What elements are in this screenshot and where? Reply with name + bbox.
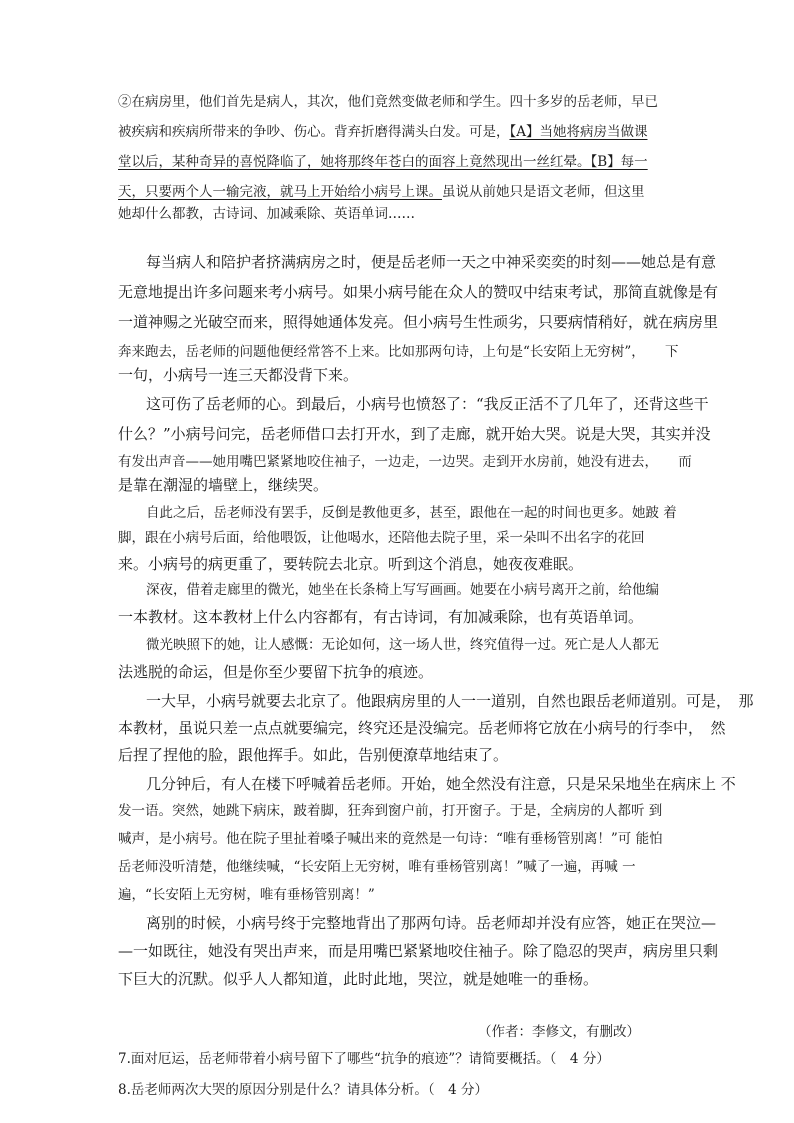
p1-line-5 — [118, 203, 415, 225]
question-8: 8.岳老师两次大哭的原因分别是什么？请具体分析。（ 4 分） — [118, 1082, 489, 1098]
text-segment: ②在病房里，他们首先是病人，其次，他们竟然变做老师和学生。四十多岁的岳老师，早已 — [118, 94, 658, 110]
p3-line-4: 是靠在潮湿的墙壁上，继续哭。 — [118, 476, 329, 494]
p1-line-3 — [118, 151, 648, 173]
p2-line-5: 一句，小病号一连三天都没背下来。 — [118, 366, 359, 384]
p9-line-1: 离别的时候，小病号终于完整地背出了那两句诗。岳老师却并没有应答，她正在哭泣— — [146, 914, 717, 932]
p7-line-3: 后捏了捏他的脸，跟他挥手。如此，告别便潦草地结束了。 — [118, 746, 509, 764]
underlined-segment: 堂以后，某种奇异的喜悦降临了，她将那终年苍白的面容上竟然现出一丝红晕。【B】每一 — [118, 154, 648, 170]
underlined-segment: 【A】当她将病房当做课 — [509, 124, 648, 140]
text-segment: 虽说从前她只是语文老师，但这里 — [442, 184, 645, 200]
p6-line-1: 微光映照下的她，让人感慨：无论如何，这一场人世，终究值得一过。死亡是人人都无 — [146, 637, 659, 653]
p8-line-1: 几分钟后，有人在楼下呼喊着岳老师。开始，她全然没有注意，只是呆呆地坐在病床上 不 — [146, 775, 736, 793]
p9-line-2: —一如既往，她没有哭出声来，而是用嘴巴紧紧地咬住袖子。除了隐忍的哭声，病房里只剩 — [118, 942, 719, 960]
p2-line-4: 奔来跑去，岳老师的问题他便经常答不上来。比如那两句诗，上句是“长安陌上无穷树”， 下 — [118, 344, 679, 360]
p1-line-2 — [118, 121, 648, 143]
p5-line-1: 深夜，借着走廊里的微光，她坐在长条椅上写写画画。她要在小病号离开之前，给他编 — [146, 582, 659, 598]
p3-line-1: 这可伤了岳老师的心。到最后，小病号也愤怒了：“我反正活不了几年了，还背这些干 — [146, 395, 709, 413]
p7-line-1: 一大早，小病号就要去北京了。他跟病房里的人一一道别，自然也跟岳老师道别。可是， 那 — [146, 692, 754, 710]
p9-line-3: 下巨大的沉默。似乎人人都知道，此时此地，哭泣，就是她唯一的垂杨。 — [118, 970, 599, 988]
p8-line-2: 发一语。突然，她跳下病床，跛着脚，狂奔到窗户前，打开窗子。于是，全病房的人都听 到 — [118, 803, 663, 819]
question-7: 7.面对厄运，岳老师带着小病号留下了哪些“抗争的痕迹”？请简要概括。（ 4 分） — [118, 1051, 610, 1067]
p8-line-5: 遍，“长安陌上无穷树，唯有垂杨管别离！” — [118, 887, 375, 903]
p2-line-3: 一道神赐之光破空而来，照得她通体发亮。但小病号生性顽劣，只要病情稍好，就在病房里 — [118, 313, 719, 331]
p2-line-1: 每当病人和陪护者挤满病房之时，便是岳老师一天之中神采奕奕的时刻——她总是有意 — [146, 253, 717, 271]
text-segment: 她却什么都教，古诗词、加减乘除、英语单词…… — [118, 206, 415, 222]
p3-line-3: 有发出声音——她用嘴巴紧紧地咬住袖子，一边走，一边哭。走到开水房前，她没有进去， 而 — [118, 454, 692, 470]
p1-line-4 — [118, 181, 645, 203]
p4-line-2: 脚，跟在小病号后面，给他喂饭，让他喝水，还陪他去院子里，采一朵叫不出名字的花回 — [118, 530, 645, 546]
underlined-segment: 天，只要两个人一输完液，就马上开始给小病号上课。 — [118, 184, 442, 200]
p4-line-3: 来。小病号的病更重了，要转院去北京。听到这个消息，她夜夜难眠。 — [118, 555, 584, 573]
p2-line-2: 无意地提出许多问题来考小病号。如果小病号能在众人的赞叹中结束考试，那简直就像是有 — [118, 283, 719, 301]
p6-line-2: 法逃脱的命运，但是你至少要留下抗争的痕迹。 — [118, 663, 434, 681]
p8-line-3: 喊声，是小病号。他在院子里扯着嗓子喊出来的竟然是一句诗：“唯有垂杨管别离！”可 能怕 — [118, 831, 663, 847]
p4-line-1: 自此之后，岳老师没有罢手，反倒是教他更多，甚至，跟他在一起的时间也更多。她跛 着 — [146, 505, 677, 521]
p5-line-2: 一本教材。这本教材上什么内容都有，有古诗词，有加减乘除，也有英语单词。 — [118, 608, 644, 626]
p7-line-2: 本教材，虽说只差一点点就要编完，终究还是没编完。岳老师将它放在小病号的行李中， 然 — [118, 719, 726, 737]
source-attribution: （作者：李修文，有删改） — [478, 1024, 640, 1040]
p1-line-1 — [118, 91, 658, 113]
p8-line-4: 岳老师没听清楚，他继续喊，“长安陌上无穷树，唯有垂杨管别离！”喊了一遍，再喊 一 — [118, 859, 636, 875]
p3-line-2: 什么？”小病号问完，岳老师借口去打开水，到了走廊，就开始大哭。说是大哭，其实并没 — [118, 425, 711, 443]
text-segment: 被疾病和疾病所带来的争吵、伤心。背弃折磨得满头白发。可是， — [118, 124, 510, 140]
